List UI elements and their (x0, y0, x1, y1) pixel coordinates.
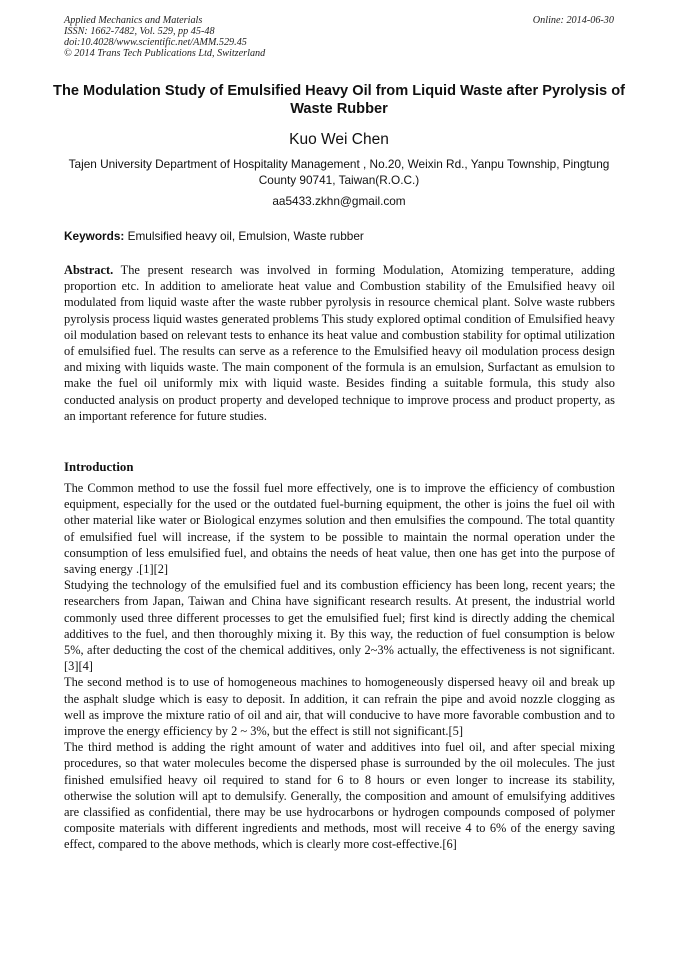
online-date: Online: 2014-06-30 (532, 15, 614, 26)
journal-doi: doi:10.4028/www.scientific.net/AMM.529.45 (64, 37, 247, 48)
abstract-paragraph (64, 262, 615, 424)
introduction-section (64, 480, 615, 853)
intro-paragraph-4: The third method is adding the right amount of water and additives into fuel oil, and after special mixing procedures, so that water molecules become the dispersed phase is surrounded by the oil molecules. The just finished emulsified heavy oil required to stand for 6 to 8 hours or even longer to increase its stability, otherwise the solution will apt to demulsify. Generally, the composition and amount of emulsifying additives are classified as confidential, there may be use hydrocarbons or hydrogen compounds composed of polymer composite materials with different ingredients and methods, most will receive 4 to 6% of the energy saving effect, compared to the above methods, which is clearly more cost-effective.[6] (64, 740, 615, 852)
journal-info (64, 15, 614, 59)
page-header (64, 15, 614, 59)
journal-issn: ISSN: 1662-7482, Vol. 529, pp 45-48 (64, 26, 215, 37)
author-name: Kuo Wei Chen (289, 131, 389, 148)
keywords-text: Emulsified heavy oil, Emulsion, Waste rubber (127, 229, 364, 243)
keywords-label: Keywords: (64, 229, 125, 243)
intro-paragraph-2: Studying the technology of the emulsified fuel and its combustion efficiency has been long, recent years; the researchers from Japan, Taiwan and China have significant research results. At present, the industrial world commonly used three different processes to get the emulsified fuel; first kind is directly adding the chemical additives to the fuel, and then thoroughly mixing it. By this way, the reduction of fuel consumption is below 5%, after deducting the cost of the chemical additives, only 2~3% actually, the effectiveness is not significant. [3][4] (64, 578, 615, 674)
abstract-label: Abstract. (64, 263, 114, 277)
author-affiliation: Tajen University Department of Hospitality Management , No.20, Weixin Rd., Yanpu Township, Pingtung County 90741, Taiwan(R.O.C.) (68, 157, 610, 187)
author-email: aa5433.zkhn@gmail.com (272, 194, 406, 208)
journal-name: Applied Mechanics and Materials (64, 15, 203, 26)
paper-title: The Modulation Study of Emulsified Heavy Oil from Liquid Waste after Pyrolysis of Waste Rubber (53, 83, 625, 117)
intro-paragraph-3: The second method is to use of homogeneous machines to homogeneously dispersed heavy oil and break up the asphalt sludge which is easy to deposit. In addition, it can refrain the pipe and avoid nozzle clogging as well as improve the mixture ratio of oil and air, that will conducive to have more favorable combustion and to improve the energy efficiency by 2 ~ 3%, but the effect is still not significant.[5] (64, 675, 615, 739)
introduction-heading: Introduction (64, 460, 134, 474)
abstract-text: The present research was involved in forming Modulation, Atomizing temperature, adding proportion etc. In addition to ameliorate heat value and Combustion stability of the Emulsified heavy oil modulated from liquid waste after the waste rubber pyrolysis in resource chemical plant. Solve waste rubbers pyrolysis process liquid wastes generated problems This study explored optimal condition of Emulsified heavy oil modulation based on relevant tests to enhance its heat value and combustion stability for optimal utilization of emulsified fuel. The results can serve as a reference to the Emulsified heavy oil modulation process design and mixing with liquids waste. The main component of the formula is an emulsion, Surfactant as emulsion to make the fuel oil uniformly mix with liquid waste. Besides finding a suitable formula, this study also conducted analysis on product property and developed technique to improve process and product property, as an important reference for future studies. (64, 263, 616, 423)
abstract-section (64, 262, 615, 424)
keywords-line (64, 228, 614, 244)
intro-paragraph-1: The Common method to use the fossil fuel more effectively, one is to improve the efficiency of combustion equipment, especially for the used or the outdated fuel-burning equipment, the other is joins the fuel oil with other material like water or Biological enzymes solution and then emulsifies the compound. The total quantity of emulsified fuel will increase, if the system to be possible to maintain the normal operation under the consumption of less emulsified fuel, and obtains the needs of heat value, then one has get into the purpose of saving energy .[1][2] (64, 481, 615, 577)
journal-copyright: © 2014 Trans Tech Publications Ltd, Switzerland (64, 48, 266, 59)
